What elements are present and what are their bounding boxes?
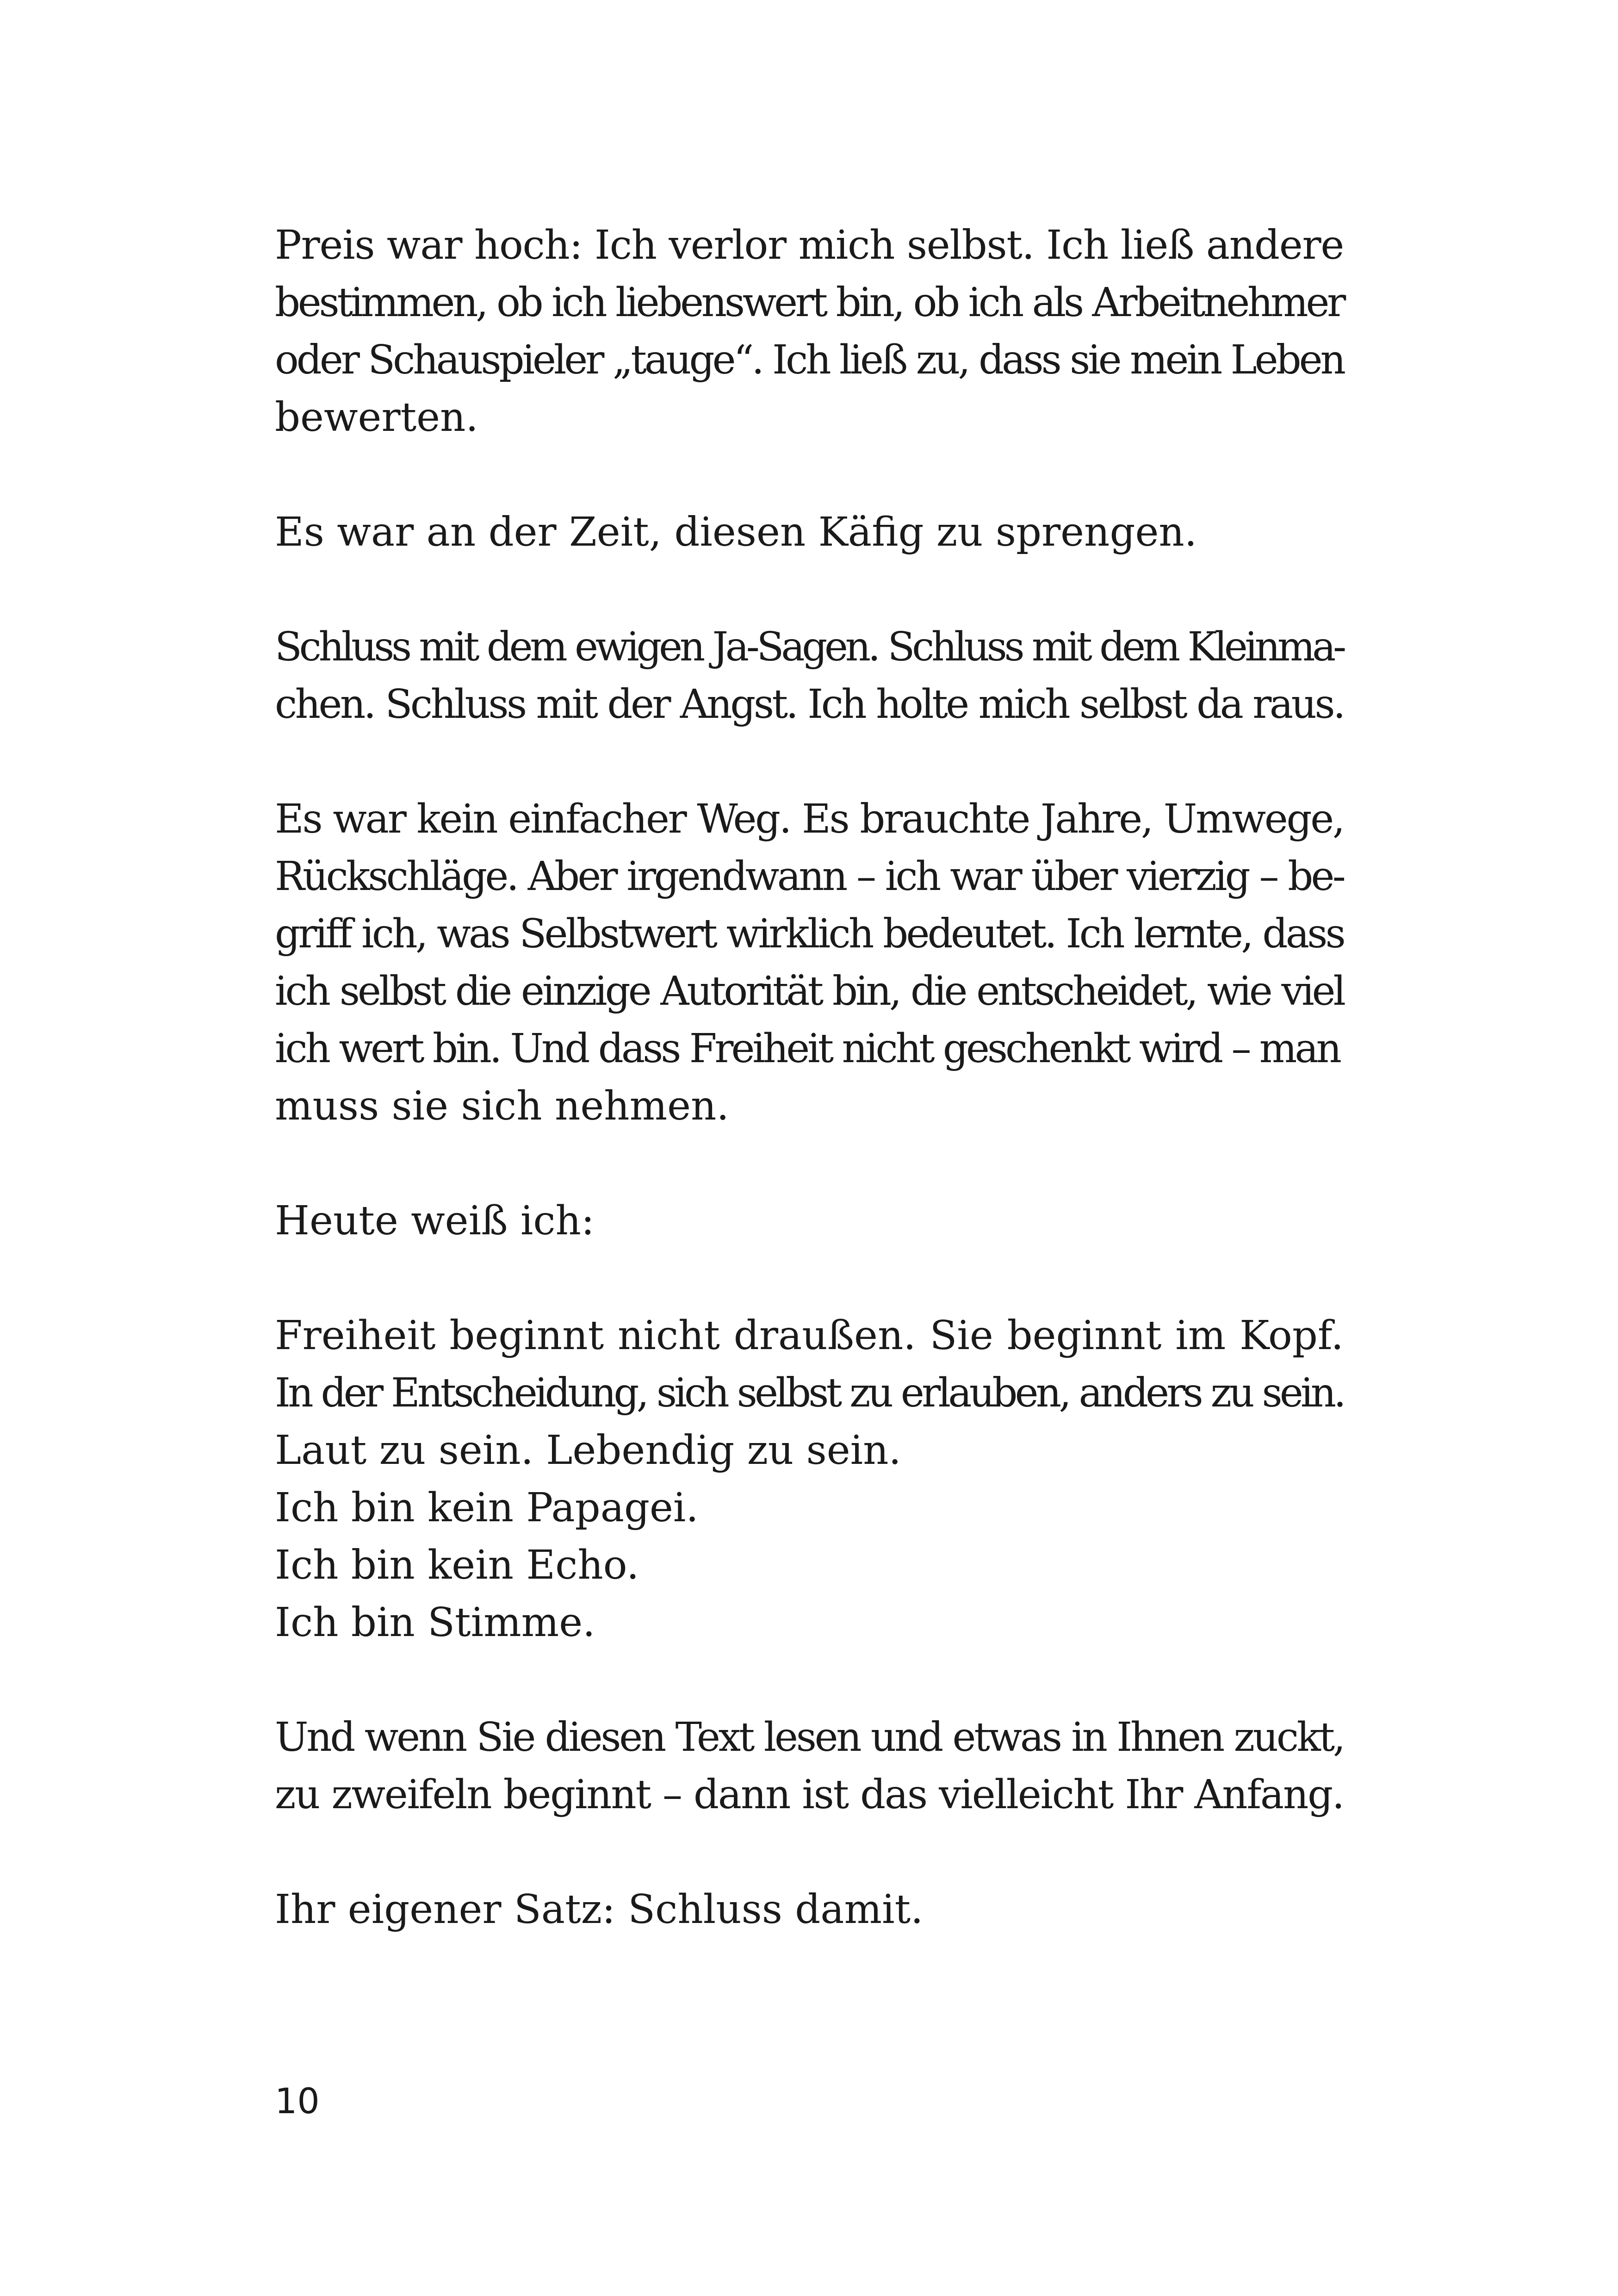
paragraph-gap: [275, 733, 1344, 790]
text-line: Ich bin kein Echo.: [275, 1542, 639, 1588]
paragraph-gap: [275, 561, 1344, 618]
body-text: [275, 217, 1344, 1938]
paragraph-gap: [275, 1250, 1344, 1307]
text-line: Es war kein einfacher Weg. Es brauchte Jahre, Umwege,: [275, 796, 1344, 842]
paragraph-gap: [275, 446, 1344, 504]
text-line: ich selbst die einzige Autorität bin, die entscheidet, wie viel: [275, 968, 1344, 1014]
paragraph: [275, 618, 1344, 733]
paragraph: [275, 1192, 1344, 1250]
paragraph: [275, 1307, 1344, 1651]
text-line: Freiheit beginnt nicht draußen. Sie beginnt im Kopf.: [275, 1313, 1344, 1359]
text-line: bewerten.: [275, 394, 478, 441]
paragraph-gap: [275, 1823, 1344, 1881]
text-line: bestimmen, ob ich liebenswert bin, ob ich als Arbeitnehmer: [275, 280, 1344, 326]
paragraph: [275, 1881, 1344, 1938]
paragraph: [275, 217, 1344, 446]
text-line: Heute weiß ich:: [275, 1198, 595, 1244]
text-line: chen. Schluss mit der Angst. Ich holte mich selbst da raus.: [275, 681, 1344, 728]
paragraph-gap: [275, 1651, 1344, 1709]
text-line: muss sie sich nehmen.: [275, 1083, 729, 1129]
text-line: Ich bin Stimme.: [275, 1599, 595, 1646]
paragraph: [275, 1709, 1344, 1823]
text-line: griff ich, was Selbstwert wirklich bedeutet. Ich lernte, dass: [275, 911, 1344, 957]
text-line: Preis war hoch: Ich verlor mich selbst. Ich ließ andere: [275, 222, 1344, 268]
text-line: Ihr eigener Satz: Schluss damit.: [275, 1886, 924, 1933]
text-line: Und wenn Sie diesen Text lesen und etwas in Ihnen zuckt,: [275, 1714, 1344, 1761]
text-line: Laut zu sein. Lebendig zu sein.: [275, 1427, 901, 1474]
text-line: Ich bin kein Papagei.: [275, 1485, 699, 1531]
text-line: Es war an der Zeit, diesen Käfig zu sprengen.: [275, 509, 1197, 555]
page-number: 10: [275, 2080, 320, 2122]
text-line: oder Schauspieler „tauge“. Ich ließ zu, dass sie mein Leben: [275, 337, 1344, 383]
text-line: ich wert bin. Und dass Freiheit nicht geschenkt wird – man: [275, 1026, 1340, 1072]
paragraph: [275, 790, 1344, 1135]
paragraph-gap: [275, 1135, 1344, 1192]
paragraph: [275, 504, 1344, 561]
text-line: In der Entscheidung, sich selbst zu erlauben, anders zu sein.: [275, 1370, 1344, 1416]
text-line: Rückschläge. Aber irgendwann – ich war über vierzig – be-: [275, 853, 1344, 900]
text-line: zu zweifeln beginnt – dann ist das vielleicht Ihr Anfang.: [275, 1772, 1344, 1818]
text-line: Schluss mit dem ewigen Ja-Sagen. Schluss mit dem Kleinma-: [275, 624, 1344, 670]
